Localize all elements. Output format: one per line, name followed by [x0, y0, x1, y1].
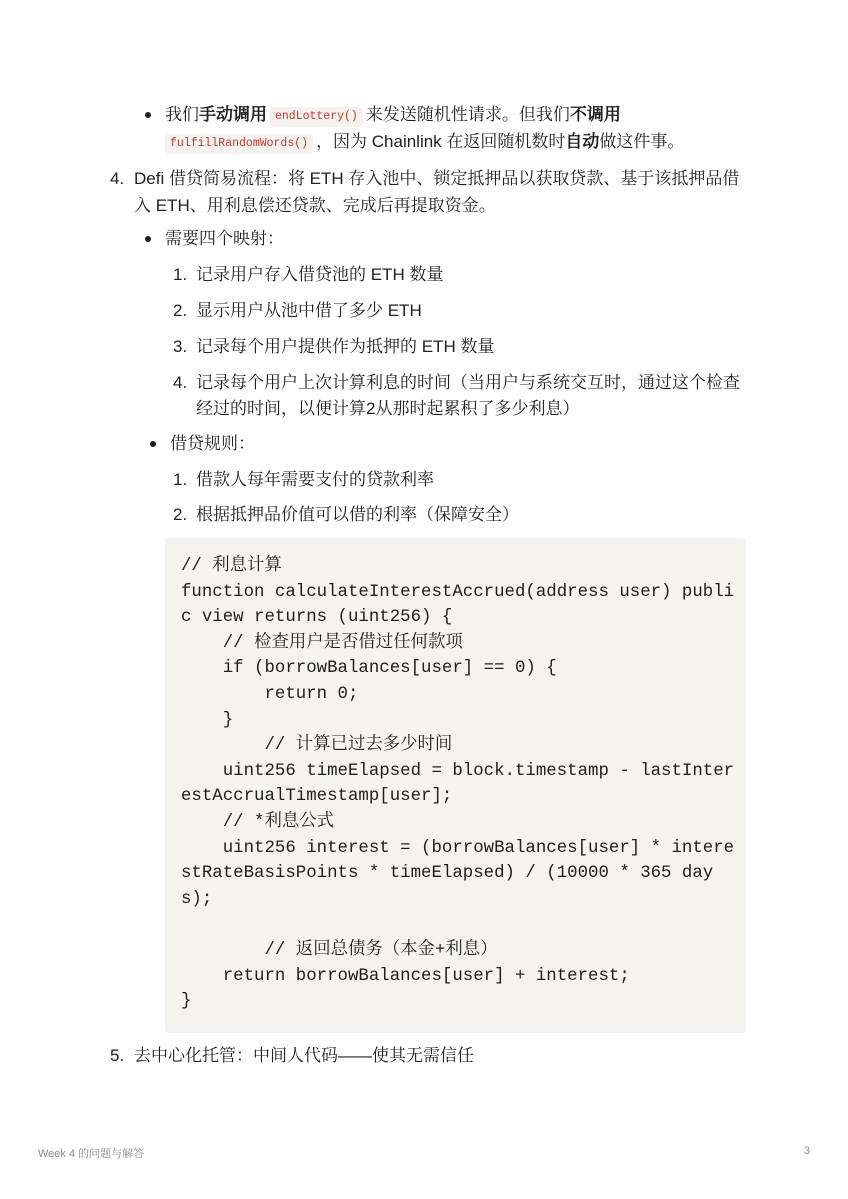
inline-code: endLottery()	[270, 107, 363, 127]
list-item-text: 记录用户存入借贷池的 ETH 数量	[196, 265, 444, 284]
list-item-text: Defi 借贷简易流程：将 ETH 存入池中、锁定抵押品以获取贷款、基于该抵押品借	[134, 169, 740, 188]
bullet-line	[162, 130, 684, 154]
list-number: 5.	[110, 1046, 125, 1065]
text: ，因为 Chainlink 在返回随机数时	[316, 132, 566, 151]
list-number: 1.	[173, 265, 188, 284]
section-title: 借贷规则：	[170, 434, 255, 453]
bullet-dot	[145, 236, 151, 242]
bold-text: 手动调用	[199, 105, 267, 124]
list-item-text: 入 ETH、用利息偿还贷款、完成后再提取资金。	[134, 196, 496, 215]
section-title: 需要四个映射：	[165, 229, 284, 248]
list-item-text: 借款人每年需要支付的贷款利率	[196, 470, 434, 489]
bold-text: 不调用	[569, 105, 621, 124]
page-number: 3	[804, 1145, 811, 1157]
list-item-text: 记录每个用户提供作为抵押的 ETH 数量	[196, 337, 495, 356]
text: 做这件事。	[599, 132, 685, 151]
inline-code: fulfillRandomWords()	[165, 134, 313, 154]
bullet-line	[165, 103, 621, 127]
list-item-text: 去中心化托管：中间人代码——使其无需信任	[134, 1046, 474, 1065]
list-number: 4.	[173, 373, 188, 392]
text: 我们	[165, 105, 199, 124]
list-number: 2.	[173, 301, 188, 320]
bullet-dot	[145, 112, 151, 118]
page-footer-title: Week 4 的问题与解答	[38, 1148, 145, 1160]
bullet-dot	[150, 441, 156, 447]
code-text: // 利息计算 function calculateInterestAccrued(address user) publi c view returns (uint256) { // 检查用户是否借过任何款项 if (borrowBalances[user] == 0) { return 0; } // 计算已过去多少时间 uint256 timeElapsed = block.timestamp - lastInter estAccrualTimestamp[user]; // *利息公式 uint256 interest = (borrowBalances[user] * intere stRateBasisPoints * timeElapsed) / (10000 * 365 day s); // 返回总债务（本金+利息） return borrowBalances[user] + interest; }	[181, 557, 735, 1012]
list-item-text: 记录每个用户上次计算利息的时间（当用户与系统交互时，通过这个检查	[196, 373, 740, 392]
list-item-text: 根据抵押品价值可以借的利率（保障安全）	[196, 505, 519, 524]
list-number: 1.	[173, 470, 188, 489]
list-number: 4.	[110, 169, 125, 188]
list-item-text: 经过的时间，以便计算2从那时起累积了多少利息）	[196, 399, 580, 418]
text: 来发送随机性请求。但我们	[365, 105, 570, 124]
bold-text: 自动	[565, 132, 600, 151]
list-number: 3.	[173, 337, 188, 356]
code-block	[165, 538, 746, 1033]
list-number: 2.	[173, 505, 188, 524]
list-item-text: 显示用户从池中借了多少 ETH	[196, 301, 422, 320]
